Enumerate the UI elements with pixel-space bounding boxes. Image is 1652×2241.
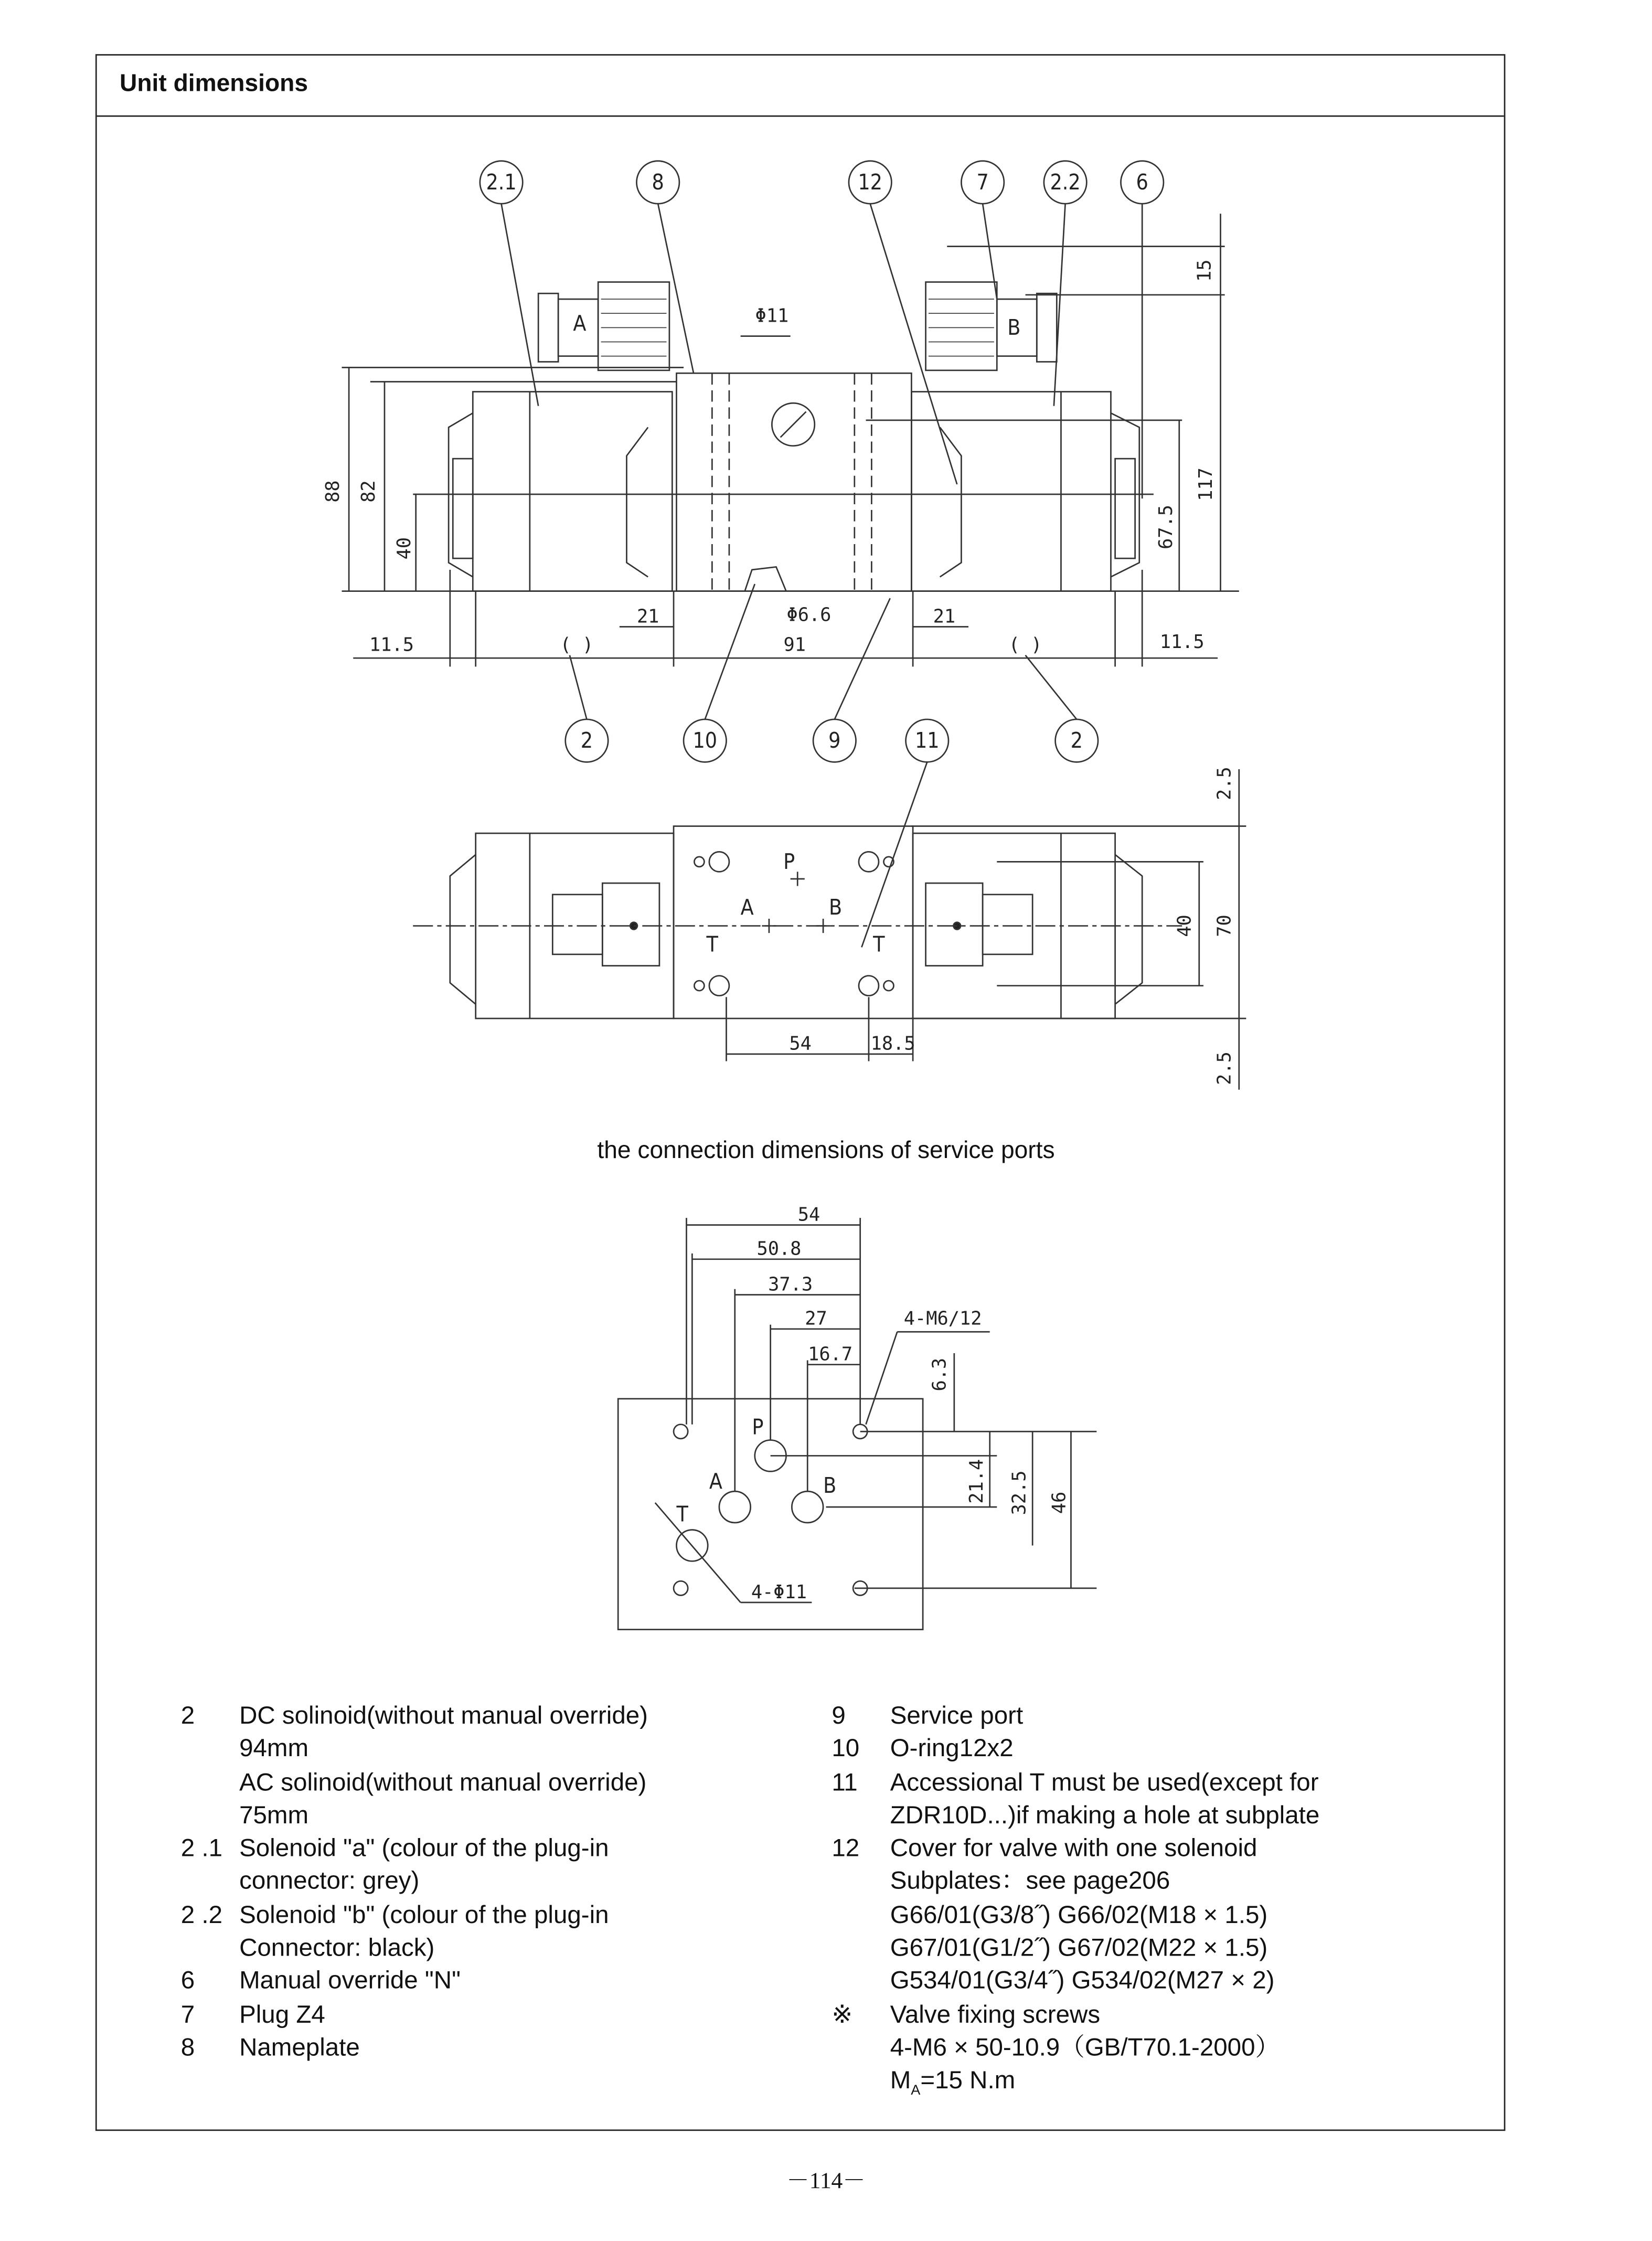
legend-text: Nameplate <box>239 2032 360 2062</box>
dim-phi11: Φ11 <box>755 305 789 327</box>
legend-number <box>181 1931 239 1964</box>
torque-spec <box>832 2064 1319 2108</box>
dim-4-m6-12: 4-M6/12 <box>903 1308 982 1330</box>
dim-paren-left: ( ) <box>560 634 594 656</box>
legend-number: 10 <box>832 1734 860 1762</box>
legend-number: 2 .2 <box>180 1899 223 1929</box>
balloon-10: 10 <box>692 728 718 753</box>
balloon-2: 2 <box>1070 728 1083 753</box>
legend-number: 11 <box>832 1767 858 1796</box>
legend-left <box>181 1700 648 2065</box>
balloon-2-2: 2.2 <box>1050 169 1081 195</box>
legend-item <box>832 1766 1319 1799</box>
legend-item <box>181 1733 648 1766</box>
balloon-2-1: 2.1 <box>486 169 517 195</box>
legend-text: Solenoid "b" (colour of the plug-in <box>239 1899 609 1929</box>
legend-text: 75mm <box>239 1800 309 1829</box>
legend-text: Manual override "N" <box>239 1966 461 1995</box>
dim-21-right: 21 <box>933 606 956 628</box>
valve-bottom-view <box>413 769 1246 1090</box>
dim-16-7: 16.7 <box>808 1343 853 1365</box>
legend-item <box>181 1965 648 1998</box>
legend-text: Subplates：see page206 <box>890 1866 1170 1895</box>
balloon-6: 6 <box>1136 169 1148 195</box>
legend-number <box>181 1733 239 1766</box>
legend-number: 12 <box>832 1833 860 1862</box>
dim-82: 82 <box>357 480 379 503</box>
dim-40: 40 <box>393 537 415 560</box>
dim-117: 117 <box>1195 468 1217 501</box>
dim-37-3: 37.3 <box>768 1273 813 1295</box>
port-t: T <box>676 1501 688 1527</box>
dim-21-left: 21 <box>636 606 659 628</box>
legend-item <box>832 1700 1319 1733</box>
legend-item <box>181 2031 648 2064</box>
legend-text: Cover for valve with one solenoid <box>890 1833 1257 1862</box>
legend-text: O-ring12x2 <box>890 1734 1014 1762</box>
port-a: A <box>709 1468 722 1494</box>
legend-number <box>181 1865 239 1898</box>
dim-46: 46 <box>1048 1491 1070 1514</box>
port-a: A <box>740 894 754 920</box>
dim-2-5-bottom: 2.5 <box>1213 1052 1235 1085</box>
legend-item <box>832 1998 1319 2031</box>
legend-text: ZDR10D...)if making a hole at subplate <box>890 1800 1320 1829</box>
port-p: P <box>783 848 795 874</box>
legend-text: Service port <box>890 1701 1024 1729</box>
dim-67-5: 67.5 <box>1155 504 1177 549</box>
dim-11-5-left: 11.5 <box>369 634 414 656</box>
balloon-8: 8 <box>652 169 664 195</box>
dim-70: 70 <box>1213 915 1235 937</box>
section-title: Unit dimensions <box>120 70 308 97</box>
legend-number: 9 <box>832 1701 846 1729</box>
dim-phi6-6: Φ6.6 <box>786 604 832 626</box>
legend-text: Connector: black) <box>239 1933 435 1962</box>
legend-item <box>181 1799 648 1832</box>
legend-number: 2 <box>180 1701 195 1729</box>
port-b: B <box>828 894 843 920</box>
coil-label-b: B <box>1007 314 1021 340</box>
legend-number <box>832 1965 890 1998</box>
legend-text: Plug Z4 <box>239 1999 325 2028</box>
dim-54: 54 <box>797 1204 820 1226</box>
legend-text: connector: grey) <box>239 1866 420 1895</box>
legend-text: Accessional T must be used(except for <box>890 1767 1319 1796</box>
legend-item <box>181 1931 648 1964</box>
page-number: －114－ <box>786 2169 866 2194</box>
legend-number: 7 <box>180 1999 195 2028</box>
port-b: B <box>823 1473 837 1499</box>
port-pattern-drawing <box>618 1218 1096 1630</box>
legend-number: ※ <box>832 1999 853 2028</box>
dim-paren-right: ( ) <box>1008 634 1042 656</box>
dim-4-phi11: 4-Φ11 <box>751 1581 807 1603</box>
legend-text: 94mm <box>239 1734 309 1762</box>
balloon-2: 2 <box>580 728 593 753</box>
legend-number <box>832 1898 890 1931</box>
legend-item <box>832 1865 1319 1898</box>
legend-item <box>832 1898 1319 1931</box>
dim-15: 15 <box>1193 259 1216 282</box>
legend-text: Solenoid "a" (colour of the plug-in <box>239 1833 609 1862</box>
legend-number <box>181 1799 239 1832</box>
legend-text: G534/01(G3/4˝) G534/02(M27 × 2) <box>890 1966 1275 1995</box>
legend-item <box>181 1898 648 1931</box>
port-p: P <box>752 1414 764 1440</box>
legend-number <box>832 1865 890 1898</box>
legend-number <box>832 1931 890 1964</box>
balloon-7: 7 <box>976 169 989 195</box>
coil-label-a: A <box>573 310 587 336</box>
legend-item <box>181 1766 648 1799</box>
legend-text: 4-M6 × 50-10.9（GB/T70.1-2000） <box>890 2032 1281 2062</box>
legend-text: Valve fixing screws <box>890 1999 1101 2028</box>
dim-54: 54 <box>789 1033 812 1055</box>
dim-6-3: 6.3 <box>929 1357 951 1392</box>
legend-item <box>181 1998 648 2031</box>
legend-item <box>832 1965 1319 1998</box>
dim-88: 88 <box>322 480 344 503</box>
legend-text: DC solinoid(without manual override) <box>239 1701 648 1729</box>
legend-item <box>832 1931 1319 1964</box>
legend-item <box>832 1799 1319 1832</box>
legend-item <box>181 1700 648 1733</box>
dim-2-5-top: 2.5 <box>1213 767 1235 800</box>
legend-item <box>181 1832 648 1865</box>
legend-number <box>832 1799 890 1832</box>
balloon-12: 12 <box>858 169 882 195</box>
legend-item <box>832 1733 1319 1766</box>
legend-text: G67/01(G1/2˝) G67/02(M22 × 1.5) <box>890 1933 1268 1962</box>
legend-right <box>832 1700 1319 2108</box>
legend-number: 6 <box>180 1966 195 1995</box>
port-t-left: T <box>706 931 718 957</box>
legend-item <box>832 2031 1319 2064</box>
dim-11-5-right: 11.5 <box>1159 631 1205 653</box>
port-t-right: T <box>873 931 885 957</box>
dim-27: 27 <box>805 1308 827 1330</box>
legend-number <box>181 1766 239 1799</box>
legend-number <box>832 2031 890 2064</box>
legend-item <box>181 1865 648 1898</box>
dim-91: 91 <box>783 634 806 656</box>
figure-caption: the connection dimensions of service ports <box>597 1137 1055 1164</box>
dim-18-5: 18.5 <box>870 1033 915 1055</box>
dim-40: 40 <box>1174 915 1196 937</box>
legend-number: 2 .1 <box>180 1833 223 1862</box>
balloon-9: 9 <box>828 728 841 753</box>
balloon-11: 11 <box>914 728 940 753</box>
dim-50-8: 50.8 <box>756 1238 802 1260</box>
legend-item <box>832 1832 1319 1865</box>
torque-text: $M_A=15$ N.m <box>890 2066 1016 2099</box>
dim-32-5: 32.5 <box>1008 1470 1030 1515</box>
legend-text: AC solinoid(without manual override) <box>239 1767 647 1796</box>
dim-21-4: 21.4 <box>966 1459 988 1504</box>
legend-number: 8 <box>180 2032 195 2062</box>
legend-text: G66/01(G3/8˝) G66/02(M18 × 1.5) <box>890 1899 1268 1929</box>
